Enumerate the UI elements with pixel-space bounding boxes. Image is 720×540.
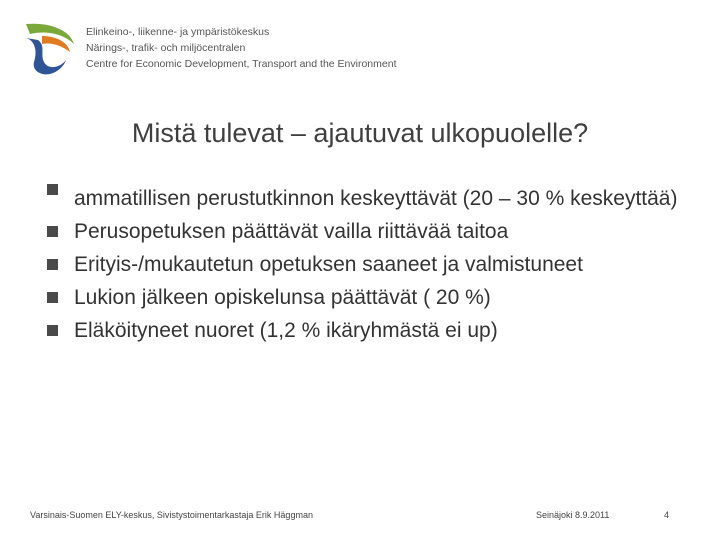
bullet-item (44, 248, 694, 281)
slide-title: Mistä tulevat – ajautuvat ulkopuolelle? (131, 118, 589, 148)
org-line-fi: Elinkeino-, liikenne- ja ympäristökeskus (86, 26, 270, 38)
logo (20, 20, 76, 80)
bullet-list (44, 182, 694, 347)
bullet-square-icon (47, 292, 58, 303)
bullet-square-icon (47, 184, 58, 195)
org-line-en: Centre for Economic Development, Transport and the Environment (86, 58, 397, 70)
bullet-text: ammatillisen perustutkinnon keskeyttävät (20 – 30 % keskeyttää) (74, 187, 678, 210)
bullet-text: Eläköityneet nuoret (1,2 % ikäryhmästä ei up) (74, 319, 498, 342)
bullet-item (44, 281, 694, 314)
bullet-square-icon (47, 259, 58, 270)
footer-page-number: 4 (664, 510, 670, 520)
logo-orange-swoosh (42, 36, 70, 52)
footer-presenter: Varsinais-Suomen ELY-keskus, Sivistystoimentarkastaja Erik Häggman (30, 510, 313, 520)
org-line-sv: Närings-, trafik- och miljöcentralen (86, 42, 246, 54)
bullet-text: Perusopetuksen päättävät vailla riittävää taitoa (74, 220, 509, 243)
bullet-text: Lukion jälkeen opiskelunsa päättävät ( 20 %) (74, 286, 491, 309)
bullet-item (44, 215, 694, 248)
footer-date: Seinäjoki 8.9.2011 (536, 510, 610, 520)
bullet-item (44, 182, 694, 215)
organization-name (86, 24, 397, 72)
bullet-text: Erityis-/mukautetun opetuksen saaneet ja valmistuneet (74, 253, 583, 276)
bullet-square-icon (47, 226, 58, 237)
bullet-item (44, 314, 694, 347)
bullet-square-icon (47, 325, 58, 336)
